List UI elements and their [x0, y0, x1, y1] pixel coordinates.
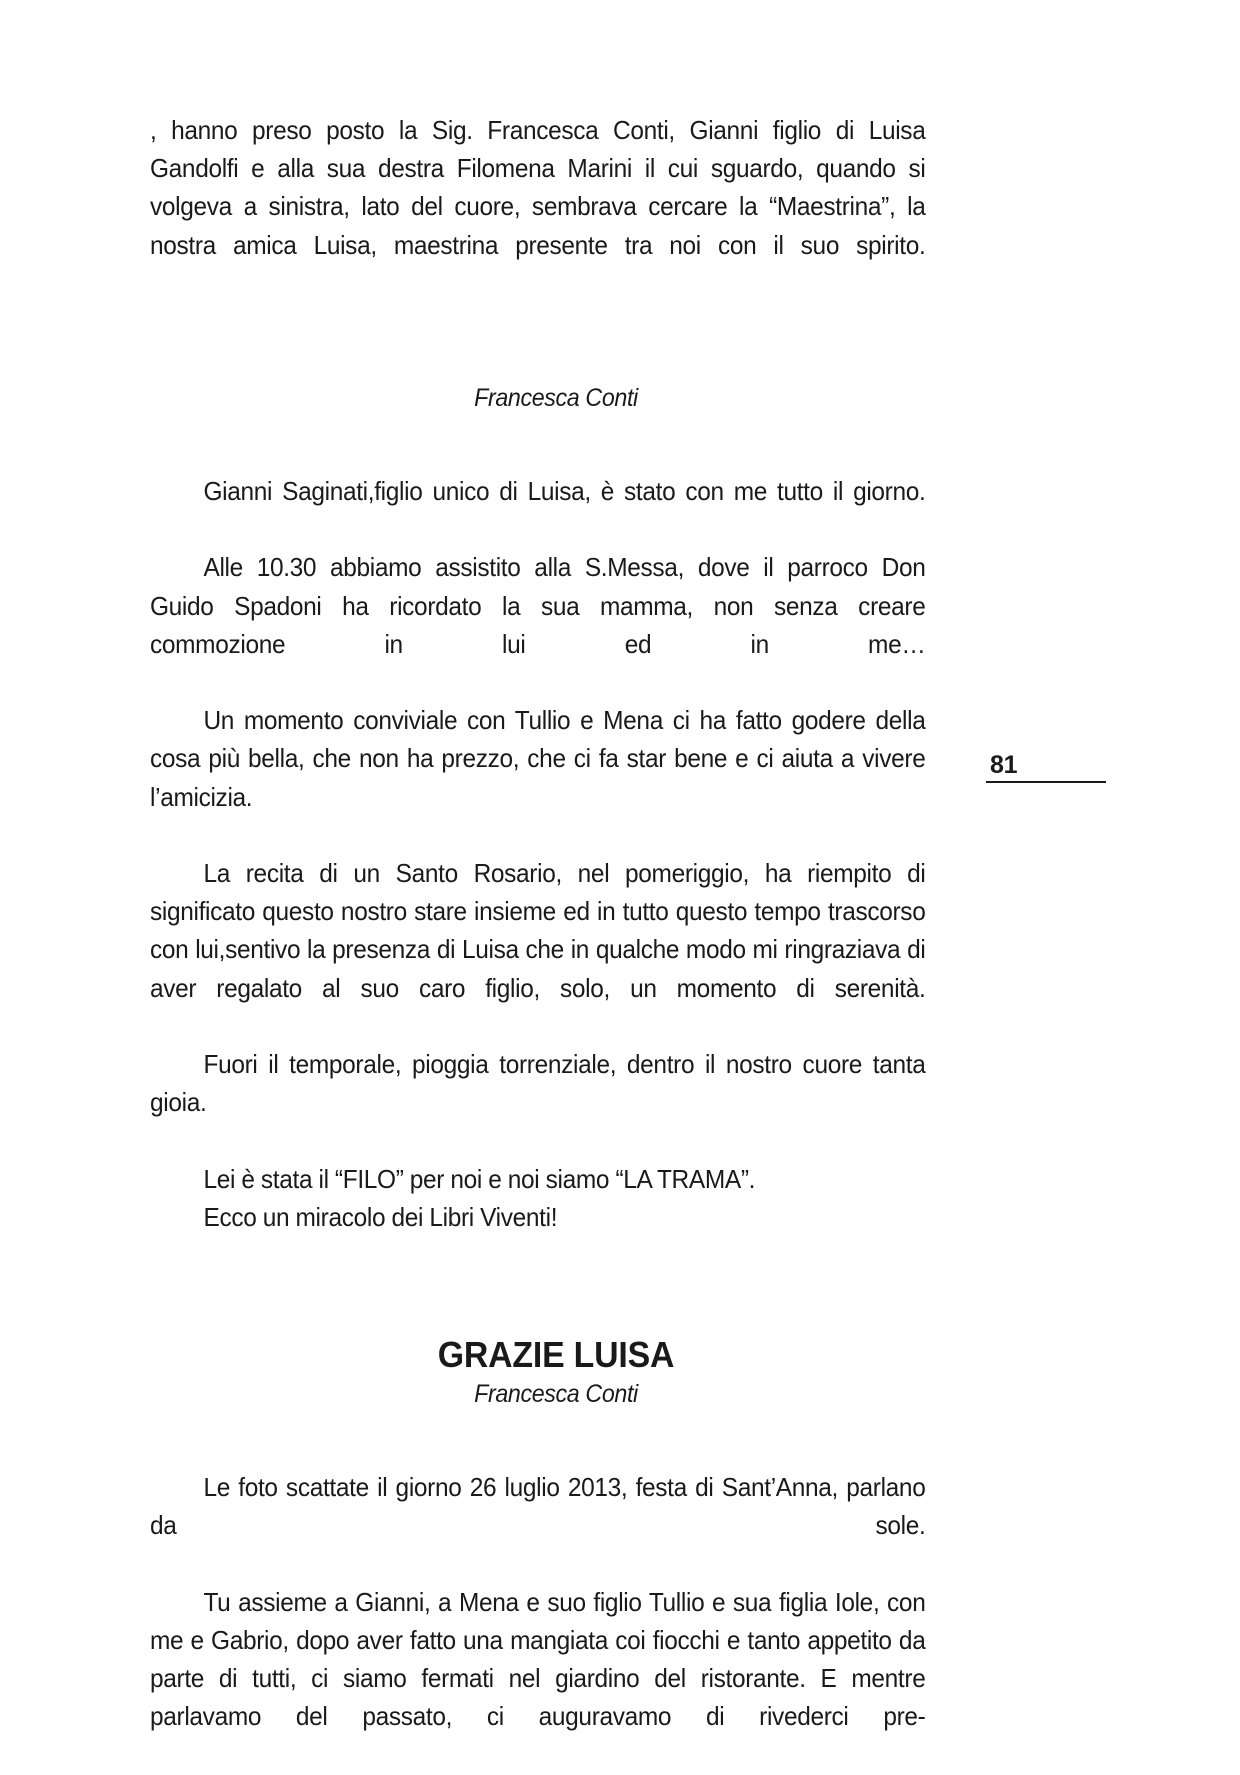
folio-rule: [986, 781, 1106, 783]
paragraph-gianni-saginati: Gianni Saginati,figlio unico di Luisa, è stato con me tutto il giorno.: [203, 478, 926, 507]
paragraph-libri-viventi: Ecco un miracolo dei Libri Viventi!: [203, 1203, 558, 1232]
spacer-before-attribution: [150, 303, 962, 381]
paragraph-continuation: , hanno preso posto la Sig. Francesca Conti, Gianni figlio di Luisa Gandolfi e alla sua destra Filomena Marini il cui sguardo, quando si volgeva a sinistra, lato del cuore, sembrava cercare la “Maestrina”, la nostra amica Luisa, maestrina presente tra noi con il suo spirito.: [150, 117, 926, 260]
section-title-grazie-luisa: GRAZIE LUISA: [437, 1334, 675, 1376]
attribution-francesca-conti-first: Francesca Conti: [474, 384, 638, 413]
text-column: [150, 112, 962, 1775]
page-number: 81: [990, 751, 1018, 779]
spacer-after-attribution: [150, 415, 962, 473]
paragraph-filo-trama: Lei è stata il “FILO” per noi e noi siamo “LA TRAMA”.: [203, 1165, 756, 1194]
spacer-after-heading: [150, 1411, 962, 1469]
paragraph-tu-assieme-a-gianni: Tu assieme a Gianni, a Mena e suo figlio Tullio e sua figlia Iole, con me e Gabrio, dopo aver fatto una mangiata coi fiocchi e tanto appetito da parte di tutti, ci siamo fermati nel giardino del ristorante. E mentre parlavamo del passato, ci auguravamo di rivederci pre-: [150, 1588, 926, 1732]
paragraph-fuori-temporale: Fuori il temporale, pioggia torrenziale, dentro il nostro cuore tanta gioia.: [150, 1051, 926, 1118]
spacer-before-heading: [150, 1237, 962, 1333]
folio: [990, 753, 1017, 778]
paragraph-santo-rosario: La recita di un Santo Rosario, nel pomeriggio, ha riempito di significato questo nostro stare insieme ed in tutto questo tempo trascorso con lui,sentivo la presenza di Luisa che in qualche modo mi ringraziava di aver regalato al suo caro figlio, solo, un momento di serenità.: [150, 860, 926, 1003]
paragraph-momento-conviviale: Un momento conviviale con Tullio e Mena ci ha fatto godere della cosa più bella, che non ha prezzo, che ci fa star bene e ci aiuta a vivere l’amicizia.: [150, 707, 926, 812]
paragraph-santa-messa: Alle 10.30 abbiamo assistito alla S.Messa, dove il parroco Don Guido Spadoni ha ricordato la sua mamma, non senza creare commozione in lui ed in me…: [150, 554, 926, 659]
attribution-francesca-conti-second: Francesca Conti: [474, 1380, 638, 1409]
paragraph-le-foto-scattate: Le foto scattate il giorno 26 luglio 2013, festa di Sant’Anna, parlano da sole.: [150, 1474, 926, 1541]
